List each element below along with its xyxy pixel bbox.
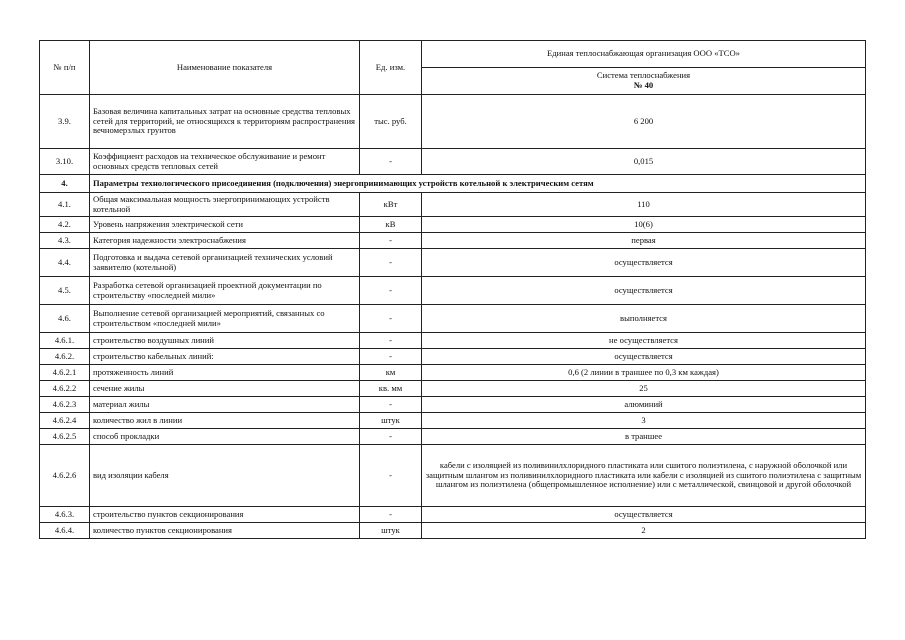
table-row <box>40 429 866 445</box>
row-num: 3.10. <box>40 149 90 175</box>
row-name: материал жилы <box>90 397 360 413</box>
row-unit: - <box>360 277 422 305</box>
row-unit: - <box>360 305 422 333</box>
row-num: 4.2. <box>40 217 90 233</box>
row-value: выполняется <box>422 305 866 333</box>
row-value: алюминий <box>422 397 866 413</box>
row-name: количество пунктов секционирования <box>90 523 360 539</box>
row-num: 4.6.2.4 <box>40 413 90 429</box>
row-num: 4.3. <box>40 233 90 249</box>
row-name: вид изоляции кабеля <box>90 445 360 507</box>
indicators-table <box>39 40 866 539</box>
row-value: 6 200 <box>422 95 866 149</box>
row-unit: - <box>360 397 422 413</box>
row-name: Уровень напряжения электрической сети <box>90 217 360 233</box>
row-value: 110 <box>422 193 866 217</box>
row-value: 0,015 <box>422 149 866 175</box>
table-row <box>40 95 866 149</box>
row-value: 3 <box>422 413 866 429</box>
table-row <box>40 413 866 429</box>
header-system <box>422 68 866 95</box>
row-name: Категория надежности электроснабжения <box>90 233 360 249</box>
row-name: строительство кабельных линий: <box>90 349 360 365</box>
row-unit: - <box>360 507 422 523</box>
row-unit: штук <box>360 523 422 539</box>
row-value: не осуществляется <box>422 333 866 349</box>
row-value: 0,6 (2 линии в траншее по 0,3 км каждая) <box>422 365 866 381</box>
row-unit: кВ <box>360 217 422 233</box>
row-num: 4.4. <box>40 249 90 277</box>
row-name: способ прокладки <box>90 429 360 445</box>
row-num: 4.6.3. <box>40 507 90 523</box>
row-name: Общая максимальная мощность энергопринимающих устройств котельной <box>90 193 360 217</box>
table-row <box>40 349 866 365</box>
row-value: 2 <box>422 523 866 539</box>
row-name: количество жил в линии <box>90 413 360 429</box>
header-system-no: № 40 <box>633 80 654 90</box>
row-value: кабели с изоляцией из поливинилхлоридного пластиката или сшитого полиэтилена, с наружной оболочкой или защитным шлангом из поливинилхлоридного пластиката или кабели с изоляцией из сшитого полиэтилена с защитным шлангом из полиэтилена (общепромышленное исполнение) или с металлической, свинцовой и другой оболочкой <box>422 445 866 507</box>
row-num: 4.6. <box>40 305 90 333</box>
header-num: № п/п <box>40 41 90 95</box>
row-num: 4.6.4. <box>40 523 90 539</box>
table-row <box>40 149 866 175</box>
row-unit: - <box>360 445 422 507</box>
row-name: Разработка сетевой организацией проектной документации по строительству «последней мили» <box>90 277 360 305</box>
table-row <box>40 333 866 349</box>
row-unit: кв. мм <box>360 381 422 397</box>
header-system-label: Система теплоснабжения <box>596 70 691 81</box>
row-unit: тыс. руб. <box>360 95 422 149</box>
table-row <box>40 193 866 217</box>
row-name: сечение жилы <box>90 381 360 397</box>
row-value: 25 <box>422 381 866 397</box>
row-value: осуществляется <box>422 277 866 305</box>
section-row <box>40 175 866 193</box>
section-num: 4. <box>40 175 90 193</box>
row-name: Базовая величина капитальных затрат на основные средства тепловых сетей для территорий, не относящихся к территориям распространения вечномерзлых грунтов <box>90 95 360 149</box>
row-num: 4.6.2.6 <box>40 445 90 507</box>
row-name: протяженность линий <box>90 365 360 381</box>
row-unit: кВт <box>360 193 422 217</box>
row-value: осуществляется <box>422 249 866 277</box>
row-num: 4.5. <box>40 277 90 305</box>
table-row <box>40 233 866 249</box>
table-row <box>40 507 866 523</box>
row-unit: - <box>360 249 422 277</box>
row-unit: - <box>360 333 422 349</box>
row-num: 4.6.2.1 <box>40 365 90 381</box>
table-row <box>40 397 866 413</box>
table-row <box>40 365 866 381</box>
row-unit: км <box>360 365 422 381</box>
table-row <box>40 249 866 277</box>
table-row <box>40 217 866 233</box>
row-unit: - <box>360 429 422 445</box>
table-row <box>40 523 866 539</box>
row-value: первая <box>422 233 866 249</box>
header-name: Наименование показателя <box>90 41 360 95</box>
row-unit: штук <box>360 413 422 429</box>
row-value: 10(6) <box>422 217 866 233</box>
row-name: Коэффициент расходов на техническое обслуживание и ремонт основных средств тепловых сетей <box>90 149 360 175</box>
table-row <box>40 381 866 397</box>
section-title: Параметры технологического присоединения (подключения) энергопринимающих устройств котельной к электрическим сетям <box>90 175 866 193</box>
row-num: 4.6.1. <box>40 333 90 349</box>
row-num: 4.6.2.5 <box>40 429 90 445</box>
row-unit: - <box>360 233 422 249</box>
row-num: 4.6.2. <box>40 349 90 365</box>
table-row <box>40 277 866 305</box>
table-row <box>40 445 866 507</box>
row-value: осуществляется <box>422 507 866 523</box>
row-value: осуществляется <box>422 349 866 365</box>
row-unit: - <box>360 149 422 175</box>
table-row <box>40 305 866 333</box>
header-unit: Ед. изм. <box>360 41 422 95</box>
row-name: строительство воздушных линий <box>90 333 360 349</box>
row-name: Выполнение сетевой организацией мероприятий, связанных со строительством «последней мили» <box>90 305 360 333</box>
row-num: 3.9. <box>40 95 90 149</box>
row-num: 4.6.2.2 <box>40 381 90 397</box>
row-num: 4.1. <box>40 193 90 217</box>
row-num: 4.6.2.3 <box>40 397 90 413</box>
row-name: Подготовка и выдача сетевой организацией технических условий заявителю (котельной) <box>90 249 360 277</box>
row-unit: - <box>360 349 422 365</box>
row-name: строительство пунктов секционирования <box>90 507 360 523</box>
header-row <box>40 41 866 68</box>
row-value: в траншее <box>422 429 866 445</box>
header-org: Единая теплоснабжающая организация ООО «ТСО» <box>422 41 866 68</box>
